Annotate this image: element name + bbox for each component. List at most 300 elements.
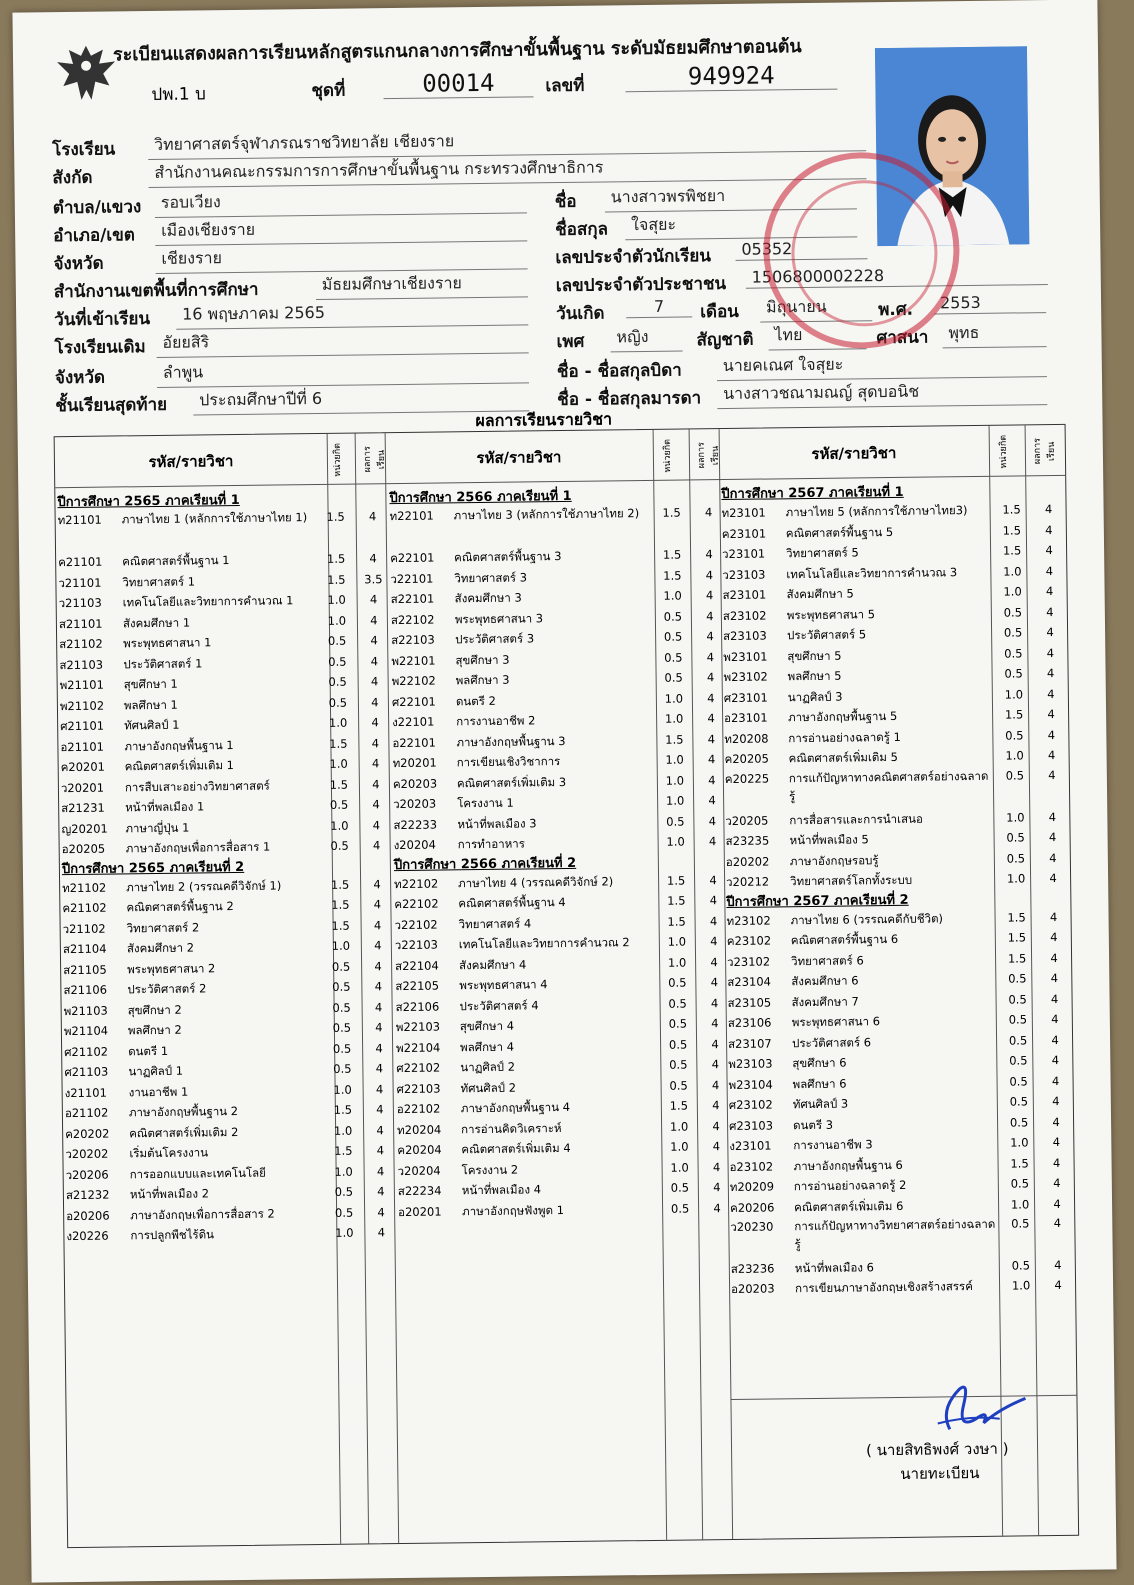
- subject-code: ท21101: [57, 512, 102, 528]
- subject-grade: 4: [1052, 1093, 1060, 1109]
- subject-name: สุขศึกษา 2: [127, 1002, 182, 1017]
- subject-grade: 4: [375, 1020, 383, 1035]
- subject-name: คณิตศาสตร์เพิ่มเติม 1: [124, 758, 235, 774]
- subject-grade: 4: [371, 694, 379, 709]
- subdistrict-label: ตำบล/แขวง: [52, 197, 142, 219]
- subject-code: พ23104: [728, 1076, 773, 1092]
- subject-grade: 4: [709, 872, 717, 887]
- subject-grade: 4: [1052, 1134, 1061, 1150]
- subject-grade: 4: [706, 608, 714, 623]
- subject-credit: 0.5: [670, 1201, 690, 1216]
- subject-grade: 4: [709, 893, 718, 908]
- religion-label: ศาสนา: [876, 327, 929, 349]
- subject-grade: 4: [1053, 1215, 1062, 1231]
- subject-name: โครงงาน 1: [457, 795, 514, 811]
- subject-credit: 1.5: [662, 547, 682, 562]
- subject-credit: 1.0: [330, 818, 349, 833]
- subject-code: ค20205: [724, 751, 769, 767]
- subject-name: หน้าที่พลเมือง 4: [461, 1182, 542, 1198]
- subject-credit: 1.5: [331, 897, 350, 912]
- subject-code: ส21232: [65, 1187, 110, 1203]
- subject-row: [58, 507, 388, 552]
- subject-code: ค20204: [397, 1142, 442, 1158]
- subject-code: ศ23102: [728, 1097, 773, 1113]
- subject-name: ภาษาไทย 6 (วรรณคดีกับชีวิต): [790, 910, 944, 927]
- subject-credit: 0.5: [332, 979, 351, 994]
- subject-row: [394, 831, 728, 856]
- birth-year-value: 2553: [934, 292, 1046, 314]
- subject-code: อ20205: [61, 841, 106, 857]
- subject-name: ภาษาไทย 1 (หลักการใช้ภาษาไทย 1): [121, 510, 308, 527]
- subject-grade: 4: [708, 772, 716, 787]
- subject-code: ง20226: [66, 1228, 109, 1244]
- subject-name: คณิตศาสตร์พื้นฐาน 1: [122, 553, 230, 569]
- subject-name: สังคมศึกษา 5: [786, 586, 854, 602]
- subject-name: คณิตศาสตร์พื้นฐาน 4: [458, 894, 566, 911]
- citizen-id-value: 1506800002228: [746, 264, 1048, 289]
- subject-credit: 0.5: [666, 814, 685, 829]
- subject-grade: 4: [712, 1159, 721, 1174]
- subject-grade: 4: [712, 1139, 721, 1154]
- subject-name: การเขียนภาษาอังกฤษเชิงสร้างสรรค์: [795, 1278, 973, 1295]
- results-column-1: [57, 489, 400, 1547]
- subject-code: ค21102: [62, 900, 107, 916]
- subject-name: งานอาชีพ 1: [128, 1084, 189, 1099]
- subject-grade: 4: [1045, 563, 1054, 578]
- subject-name: การปลูกพืชไร้ดิน: [130, 1227, 215, 1243]
- subject-grade: 4: [376, 1163, 385, 1178]
- subject-name: เทคโนโลยีและวิทยาการคำนวณ 1: [122, 593, 294, 610]
- subject-name: ประวัติศาสตร์ 5: [787, 627, 867, 643]
- subject-name: ภาษาอังกฤษพื้นฐาน 6: [793, 1157, 903, 1173]
- subject-grade: 4: [1053, 1196, 1061, 1211]
- subject-credit: 0.5: [669, 1078, 688, 1093]
- subject-grade: 4: [1054, 1277, 1062, 1292]
- subject-name: ภาษาไทย 5 (หลักการใช้ภาษาไทย3): [785, 503, 968, 520]
- father-label: ชื่อ - ชื่อสกุลบิดา: [556, 360, 682, 383]
- subject-code: ท20209: [729, 1179, 775, 1195]
- subject-grade: 4: [370, 633, 378, 648]
- subject-name: สุขศึกษา 1: [123, 676, 178, 692]
- subject-row: [730, 1214, 1072, 1259]
- subject-code: ส22234: [397, 1183, 442, 1199]
- subject-code: ง21101: [64, 1085, 107, 1100]
- set-number: 00014: [383, 68, 533, 99]
- term-heading: ปีการศึกษา 2565 ภาคเรียนที่ 2: [61, 859, 245, 877]
- subject-credit: 1.0: [327, 613, 347, 628]
- prev-province-label: จังหวัด: [54, 367, 106, 389]
- subject-grade: 4: [1046, 604, 1054, 619]
- subject-credit: 0.5: [664, 670, 683, 685]
- subject-code: ส22103: [391, 632, 435, 648]
- subject-code: ส23102: [722, 608, 767, 623]
- subject-grade: 4: [1047, 707, 1055, 722]
- subject-credit: 0.5: [1008, 1012, 1028, 1027]
- subject-credit: 0.5: [331, 959, 351, 974]
- subject-name: คณิตศาสตร์พื้นฐาน 6: [790, 931, 899, 948]
- subject-name: ทัศนศิลป์ 1: [124, 717, 180, 733]
- subject-name: ภาษาอังกฤษเพื่อการสื่อสาร 1: [125, 839, 271, 856]
- subject-name: วิทยาศาสตร์ 3: [454, 569, 528, 585]
- subject-grade: 4: [1044, 502, 1053, 517]
- subject-name: คณิตศาสตร์เพิ่มเติม 2: [129, 1124, 239, 1140]
- subject-code: อ20202: [725, 854, 770, 869]
- subject-code: ว22101: [390, 571, 434, 586]
- subject-credit: 0.5: [333, 1061, 352, 1076]
- subject-row: [390, 503, 724, 548]
- subject-credit: 0.5: [668, 996, 687, 1011]
- subject-grade: 4: [710, 995, 719, 1010]
- subject-credit: 1.0: [664, 691, 684, 706]
- subject-name: การทำอาหาร: [457, 836, 525, 852]
- subject-name: สุขศึกษา 3: [455, 652, 510, 667]
- subject-code: ว20204: [397, 1163, 441, 1178]
- subject-name: สังคมศึกษา 4: [459, 956, 527, 972]
- subject-grade: 4: [1045, 522, 1053, 537]
- subject-credit: 0.5: [669, 1057, 688, 1072]
- subject-code: อ22102: [396, 1101, 441, 1117]
- subject-code: ส23107: [728, 1035, 772, 1051]
- subject-code: ส22104: [395, 958, 439, 973]
- subject-credit: 1.5: [326, 551, 346, 566]
- subject-code: ท23102: [726, 912, 771, 928]
- subject-grade: 4: [707, 752, 716, 767]
- subject-code: ท21102: [62, 880, 107, 895]
- subject-grade: 4: [374, 999, 383, 1014]
- subject-name: ภาษาอังกฤษพื้นฐาน 2: [128, 1104, 239, 1120]
- province-value: เชียงราย: [155, 242, 527, 274]
- subject-credit: 1.5: [667, 914, 686, 929]
- subject-name: ดนตรี 3: [793, 1117, 834, 1132]
- subject-credit: 1.0: [1003, 584, 1022, 599]
- subject-name: นาฏศิลป์ 3: [787, 689, 843, 704]
- registrar-name: ( นายสิทธิพงศ์ วงษา ): [865, 1439, 1009, 1460]
- subject-code: ท20208: [724, 731, 769, 746]
- subject-credit: 1.5: [669, 1098, 689, 1113]
- subject-name: ภาษาไทย 3 (หลักการใช้ภาษาไทย 2): [453, 506, 640, 523]
- subject-code: ค20201: [60, 759, 106, 775]
- subject-code: ง22101: [392, 714, 435, 730]
- subject-name: ทัศนศิลป์ 2: [460, 1080, 517, 1095]
- subject-grade: 4: [370, 674, 379, 689]
- subject-credit: 1.0: [335, 1225, 354, 1240]
- birth-label: วันเกิด: [556, 303, 605, 325]
- subject-code: ค22101: [390, 550, 435, 566]
- subject-code: ศ21103: [64, 1064, 109, 1080]
- subject-grade: 4: [711, 1057, 720, 1072]
- subject-credit: 0.5: [1005, 767, 1025, 783]
- subject-credit: 1.0: [667, 955, 687, 970]
- subject-grade: 4: [1052, 1155, 1061, 1170]
- subject-code: ส21106: [63, 982, 108, 998]
- subject-code: ค20203: [392, 776, 438, 791]
- subject-code: ค22102: [394, 896, 439, 912]
- subject-name: พระพุทธศาสนา 6: [791, 1014, 881, 1030]
- subject-credit: 0.5: [668, 1016, 688, 1031]
- subject-credit: 0.5: [332, 1020, 352, 1035]
- subject-name: การสืบเสาะอย่างวิทยาศาสตร์: [124, 778, 270, 794]
- subject-code: ว20230: [730, 1219, 774, 1235]
- subject-code: ว21101: [58, 575, 102, 590]
- subject-grade: 4: [708, 834, 717, 849]
- subject-grade: 4: [712, 1098, 720, 1113]
- subject-row: [731, 1275, 1073, 1320]
- subject-grade: 4: [377, 1184, 385, 1199]
- subject-name: ประวัติศาสตร์ 3: [455, 631, 535, 647]
- subject-grade: 4: [372, 797, 380, 812]
- subject-code: ท23101: [721, 505, 766, 521]
- subject-grade: 4: [1049, 870, 1057, 886]
- subject-credit: 0.5: [328, 695, 348, 710]
- subject-code: ว20205: [725, 813, 769, 828]
- subject-name: ภาษาอังกฤษเพื่อการสื่อสาร 2: [130, 1206, 275, 1222]
- subject-grade: 3.5: [364, 571, 383, 586]
- subject-name: ภาษาไทย 2 (วรรณคดีวิจักษ์ 1): [126, 877, 282, 894]
- subject-grade: 4: [376, 1122, 384, 1137]
- subject-name: การแก้ปัญหาทางวิทยาศาสตร์อย่างฉลาดรู้: [794, 1216, 996, 1252]
- subject-grade: 4: [1051, 1011, 1059, 1027]
- sex-value: หญิง: [610, 325, 682, 353]
- subject-grade: 4: [707, 690, 715, 705]
- subject-credit: 1.0: [670, 1139, 689, 1154]
- subject-credit: 1.5: [662, 505, 681, 520]
- subject-name: ประวัติศาสตร์ 1: [123, 655, 203, 671]
- subject-name: พลศึกษา 2: [127, 1022, 182, 1038]
- religion-value: พุทธ: [942, 320, 1046, 348]
- subject-grade: 4: [706, 670, 715, 685]
- subject-name: สังคมศึกษา 6: [791, 973, 859, 989]
- subject-grade: 4: [708, 813, 717, 828]
- subject-name: ภาษาไทย 4 (วรรณคดีวิจักษ์ 2): [458, 873, 614, 890]
- subject-code: พ22101: [391, 653, 436, 668]
- affiliation-label: สังกัด: [52, 167, 93, 189]
- subject-credit: 1.5: [326, 509, 345, 524]
- subject-credit: 1.5: [1007, 930, 1027, 945]
- subject-code: ท20204: [397, 1122, 442, 1137]
- subject-credit: 1.5: [329, 777, 349, 792]
- subject-grade: 4: [706, 649, 715, 664]
- subject-code: พ21102: [59, 698, 105, 713]
- results-column-2: [389, 485, 736, 1543]
- subject-grade: 4: [711, 1016, 719, 1031]
- mother-label: ชื่อ - ชื่อสกุลมารดา: [557, 388, 702, 411]
- subject-name: สุขศึกษา 5: [787, 648, 842, 663]
- subject-code: ว23102: [727, 954, 771, 969]
- subject-name: เริ่มต้นโครงงาน: [129, 1145, 209, 1161]
- subject-grade: 4: [1046, 666, 1055, 681]
- subject-grade: 4: [1047, 748, 1056, 763]
- subject-code: ว22103: [394, 937, 438, 953]
- official-seal-stamp: [762, 151, 960, 349]
- birth-day-value: 7: [626, 296, 692, 318]
- subject-grade: 4: [369, 592, 378, 607]
- subject-grade: 4: [377, 1225, 386, 1240]
- subject-name: พระพุทธศาสนา 4: [459, 977, 548, 993]
- district-label: อำเภอ/เขต: [53, 225, 135, 247]
- subject-grade: 4: [1045, 543, 1053, 558]
- subject-name: หน้าที่พลเมือง 3: [457, 815, 537, 831]
- subject-credit: 1.5: [665, 732, 684, 747]
- term-heading: ปีการศึกษา 2567 ภาคเรียนที่ 2: [726, 892, 909, 910]
- school-label: โรงเรียน: [52, 139, 116, 161]
- form-code: ปพ.1 บ: [151, 84, 207, 105]
- subject-code: ค23101: [721, 526, 767, 541]
- subject-credit: 0.5: [1009, 1094, 1029, 1109]
- subject-name: พระพุทธศาสนา 5: [786, 606, 876, 622]
- subject-credit: 1.5: [331, 918, 350, 933]
- subject-name: ทัศนศิลป์ 3: [792, 1096, 849, 1112]
- subject-code: อ20206: [66, 1208, 110, 1223]
- subject-credit: 0.5: [334, 1184, 354, 1199]
- name-label: ชื่อ: [554, 191, 577, 213]
- subject-name: หน้าที่พลเมือง 6: [794, 1260, 875, 1276]
- subject-grade: 4: [704, 505, 713, 520]
- subject-credit: 1.5: [329, 736, 348, 751]
- subject-credit: 0.5: [1003, 604, 1023, 620]
- subject-grade: 4: [1047, 686, 1055, 701]
- subject-code: อ20203: [731, 1280, 775, 1296]
- subject-grade: 4: [371, 715, 379, 730]
- subject-name: เทคโนโลยีและวิทยาการคำนวณ 3: [786, 564, 958, 581]
- term-heading: ปีการศึกษา 2565 ภาคเรียนที่ 1: [57, 492, 240, 511]
- subject-name: โครงงาน 2: [461, 1162, 519, 1177]
- subject-grade: 4: [1050, 929, 1058, 945]
- subject-credit: 0.5: [334, 1205, 354, 1220]
- subject-credit: 1.5: [1002, 543, 1022, 558]
- subject-credit: 0.5: [670, 1180, 690, 1195]
- subject-code: ส23103: [723, 628, 767, 644]
- subject-code: ท22101: [389, 508, 434, 524]
- subject-name: การแก้ปัญหาทางคณิตศาสตร์อย่างฉลาดรู้: [788, 768, 989, 803]
- subject-credit: 1.0: [669, 1119, 689, 1134]
- subject-name: สังคมศึกษา 2: [126, 940, 195, 956]
- subject-grade: 4: [707, 711, 715, 726]
- subject-name: หน้าที่พลเมือง 5: [789, 832, 869, 848]
- subject-name: ดนตรี 2: [455, 693, 496, 708]
- subject-code: ว22102: [394, 917, 438, 932]
- header-credit-3: หน่วยกิต: [998, 434, 1010, 469]
- subject-credit: 1.0: [667, 934, 687, 949]
- subject-grade: 4: [376, 1102, 384, 1117]
- subject-credit: 1.0: [1011, 1277, 1031, 1293]
- subject-name: นาฏศิลป์ 2: [460, 1059, 516, 1075]
- subject-credit: 0.5: [1006, 850, 1026, 866]
- district-value: เมืองเชียงราย: [155, 214, 527, 246]
- subject-row: [725, 765, 1067, 810]
- subject-grade: 4: [712, 1118, 720, 1133]
- subject-name: วิทยาศาสตร์ 4: [458, 915, 532, 931]
- subject-grade: 4: [373, 876, 381, 891]
- father-value: นายคเณศ ใจสุยะ: [717, 350, 1047, 381]
- garuda-emblem-icon: [51, 39, 122, 110]
- subject-grade: 4: [705, 588, 714, 603]
- subject-grade: 4: [369, 551, 377, 566]
- subject-name: คณิตศาสตร์เพิ่มเติม 5: [788, 749, 898, 766]
- subject-code: พ21104: [63, 1023, 109, 1039]
- subject-grade: 4: [705, 567, 714, 582]
- subject-grade: 4: [1048, 829, 1057, 845]
- subject-code: ส21103: [59, 657, 104, 672]
- subject-code: อ20201: [398, 1204, 442, 1219]
- subject-credit: 0.5: [332, 1041, 352, 1056]
- subject-credit: 1.0: [670, 1160, 689, 1175]
- subject-row: [62, 835, 392, 860]
- subject-credit: 1.5: [1004, 707, 1024, 722]
- subject-code: ว20202: [65, 1146, 109, 1162]
- year-label: พ.ศ.: [878, 299, 914, 321]
- subject-code: ศ23103: [729, 1117, 774, 1133]
- subject-code: พ23102: [723, 669, 768, 685]
- subject-code: ท20201: [392, 755, 437, 771]
- subject-code: ศ21102: [64, 1044, 109, 1059]
- results-table: [54, 424, 1080, 1548]
- subject-credit: 0.5: [1009, 1114, 1029, 1130]
- subject-name: สุขศึกษา 6: [792, 1055, 847, 1071]
- enroll-date-label: วันที่เข้าเรียน: [54, 309, 151, 331]
- subject-credit: 1.5: [1010, 1155, 1029, 1171]
- subject-credit: 1.0: [1006, 871, 1026, 886]
- subject-credit: 1.0: [1004, 686, 1024, 702]
- subject-name: การงานอาชีพ 2: [456, 713, 536, 729]
- subject-grade: 4: [1046, 645, 1055, 660]
- subject-credit: 1.0: [1010, 1196, 1030, 1212]
- subject-grade: 4: [1045, 584, 1054, 599]
- subject-grade: 4: [372, 776, 380, 791]
- subject-code: ส21102: [59, 636, 103, 652]
- school-value: วิทยาศาสตร์จุฬาภรณราชวิทยาลัย เชียงราย: [148, 124, 866, 160]
- subject-name: พระพุทธศาสนา 3: [454, 610, 544, 626]
- subject-credit: 0.5: [327, 633, 347, 648]
- subject-credit: 1.5: [666, 873, 686, 888]
- subject-name: วิทยาศาสตร์ 6: [791, 952, 864, 968]
- surname-value: ใจสุยะ: [625, 210, 857, 240]
- subject-code: ญ20201: [61, 821, 108, 836]
- birth-month-value: มิถุนายน: [760, 294, 872, 322]
- subject-name: วิทยาศาสตร์ 2: [126, 919, 200, 935]
- subject-code: ส22101: [390, 591, 435, 607]
- subject-credit: 0.5: [1004, 645, 1023, 661]
- subject-code: พ21103: [63, 1003, 108, 1018]
- nationality-value: ไทย: [768, 322, 866, 350]
- last-level-value: ประถมศึกษาปีที่ 6: [193, 384, 529, 415]
- subject-code: ส23106: [727, 1015, 772, 1031]
- subject-name: ภาษาอังกฤษพื้นฐาน 5: [788, 708, 898, 725]
- subject-credit: 1.0: [331, 938, 351, 953]
- subject-grade: 4: [1048, 809, 1057, 824]
- subject-credit: 1.0: [665, 793, 685, 808]
- subject-code: ส23235: [725, 833, 770, 849]
- subject-credit: 1.5: [1007, 950, 1027, 966]
- subject-credit: 1.0: [663, 588, 682, 603]
- header-subject-2: รหัส/รายวิชา: [476, 448, 562, 468]
- subject-name: สังคมศึกษา 1: [122, 615, 191, 630]
- subject-grade: 4: [376, 1143, 385, 1158]
- subject-credit: 0.5: [1009, 1073, 1028, 1089]
- header-credit-1: หน่วยกิต: [332, 442, 344, 477]
- subject-grade: 4: [1049, 850, 1057, 865]
- subject-grade: 4: [370, 612, 378, 627]
- area-office-value: มัธยมศึกษาเชียงราย: [316, 270, 528, 300]
- subject-name: คณิตศาสตร์เพิ่มเติม 4: [461, 1140, 571, 1157]
- subject-name: พระพุทธศาสนา 1: [123, 635, 212, 651]
- subject-credit: 1.5: [330, 877, 350, 892]
- subject-code: ส22233: [393, 817, 438, 832]
- subject-grade: 4: [1052, 1114, 1060, 1129]
- subject-code: พ22104: [396, 1040, 441, 1055]
- subject-credit: 1.5: [334, 1143, 353, 1158]
- province-label: จังหวัด: [53, 253, 104, 275]
- subject-code: ส23105: [727, 994, 772, 1010]
